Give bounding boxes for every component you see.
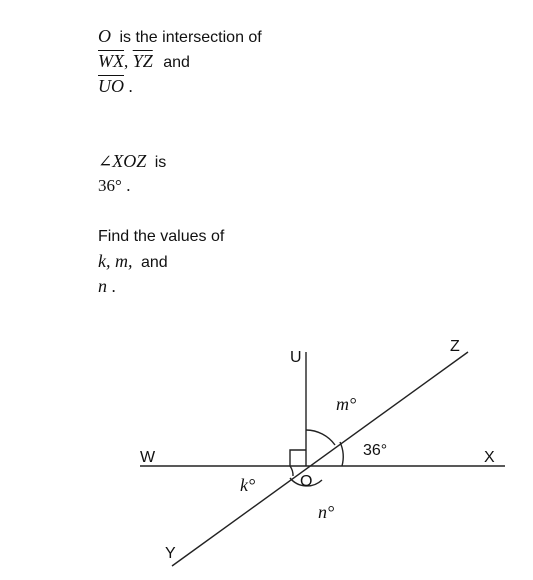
variables-k-m: k, m, xyxy=(98,251,133,271)
label-x: X xyxy=(484,449,495,466)
angle-value: 36° xyxy=(98,176,122,195)
find-values-text: Find the values of xyxy=(98,228,225,245)
variable-n: n xyxy=(98,276,107,296)
label-y: Y xyxy=(165,545,176,562)
right-angle-marker xyxy=(290,450,306,466)
arc-m xyxy=(306,430,335,445)
segment-yz: $\overline{YZ}$ xyxy=(132,51,153,71)
angle-symbol: ∠ xyxy=(98,152,113,171)
line-yz xyxy=(172,352,468,566)
and-text: and xyxy=(140,254,168,271)
period: . xyxy=(111,277,116,296)
segment-uo: $\overline{UO}$ xyxy=(98,76,124,96)
label-36-degrees: 36° xyxy=(363,442,388,459)
arc-k xyxy=(290,466,293,476)
label-w: W xyxy=(140,449,156,466)
period: . xyxy=(128,77,133,96)
period: . xyxy=(126,176,131,195)
label-u: U xyxy=(290,349,302,366)
is-text: is xyxy=(154,154,167,171)
label-k-degrees: k° xyxy=(240,475,256,495)
point-o-label: O xyxy=(98,26,111,46)
arc-36 xyxy=(340,442,343,466)
segment-wx: $\overline{WX}$ xyxy=(98,51,124,71)
and-text: and xyxy=(163,54,190,71)
label-z: Z xyxy=(450,338,460,355)
comma: , xyxy=(124,52,129,71)
label-n-degrees: n° xyxy=(318,502,335,522)
intersection-text: is the intersection of xyxy=(119,29,262,46)
angle-xoz: XOZ xyxy=(112,151,147,171)
label-o: O xyxy=(300,473,313,490)
label-m-degrees: m° xyxy=(336,394,357,414)
